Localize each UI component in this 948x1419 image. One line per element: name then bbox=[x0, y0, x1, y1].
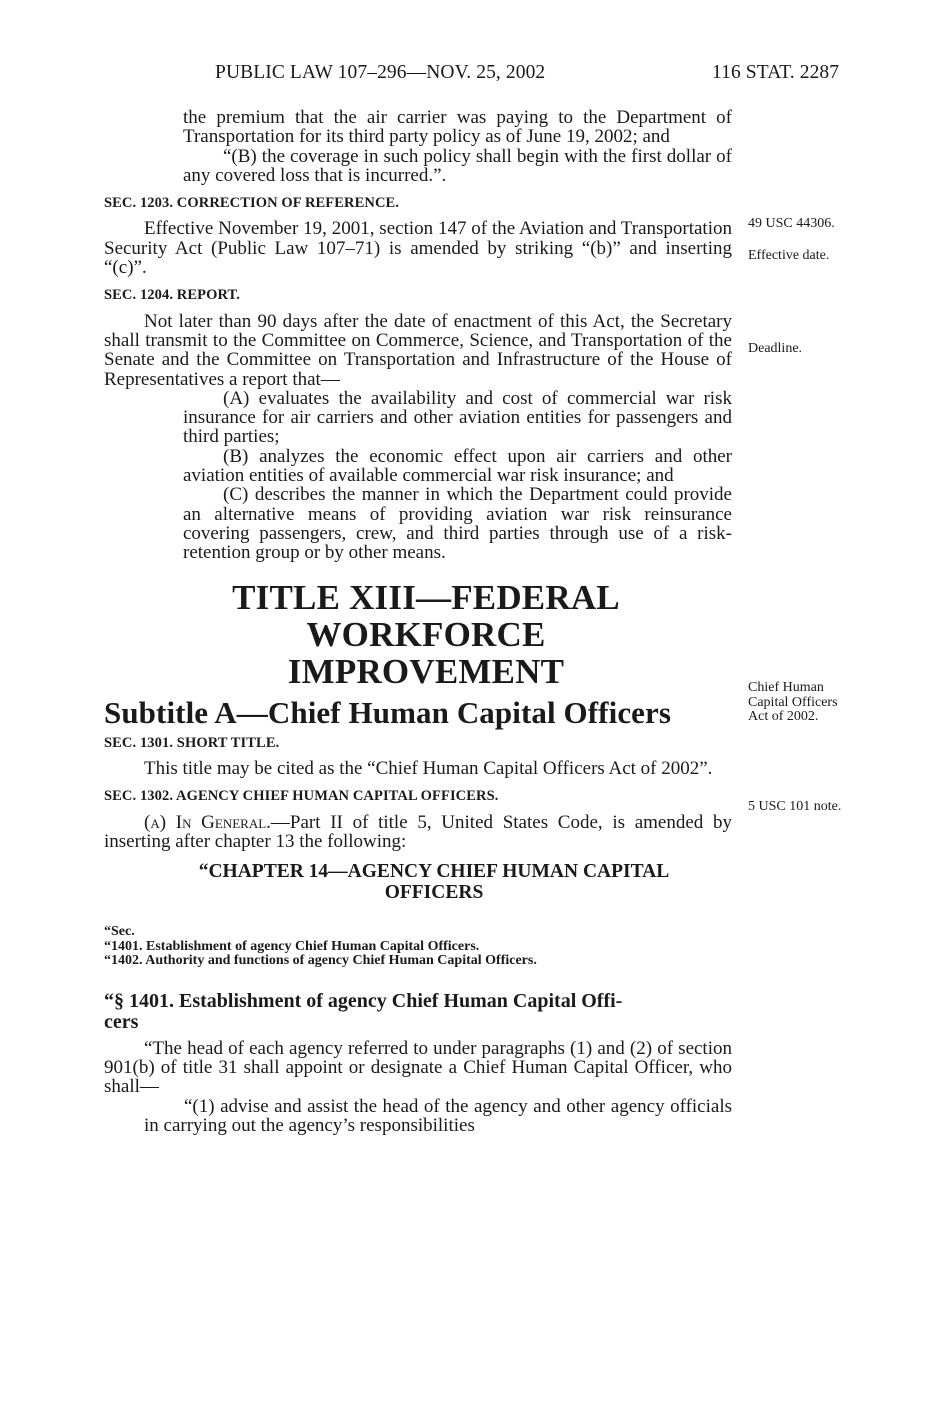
chapter-line-2: OFFICERS bbox=[384, 882, 484, 904]
margin-note-effective-date: Effective date. bbox=[748, 248, 830, 263]
section-1302-text bbox=[104, 813, 732, 852]
title-line-1: TITLE XIII—FEDERAL WORKFORCE bbox=[232, 577, 620, 654]
section-1401-heading bbox=[104, 991, 732, 1033]
title-line-2: IMPROVEMENT bbox=[287, 651, 565, 691]
section-1204-heading: SEC. 1204. REPORT. bbox=[104, 287, 240, 304]
margin-note-chco-line-1: Chief Human bbox=[748, 680, 824, 695]
section-1301-heading: SEC. 1301. SHORT TITLE. bbox=[104, 734, 280, 751]
section-1302-heading: SEC. 1302. AGENCY CHIEF HUMAN CAPITAL OFFICERS. bbox=[104, 788, 499, 805]
margin-note-chco-line-3: Act of 2002. bbox=[748, 709, 819, 724]
chapter-heading bbox=[104, 861, 732, 903]
item-c: (C) describes the manner in which the Department could provide an alternative means of providing aviation war risk reinsurance covering passengers, crew, and third parties through use of a risk-retention group or by other means. bbox=[183, 484, 732, 564]
item-b: (B) analyzes the economic effect upon air carriers and other aviation entities of available commercial war risk insurance; and bbox=[183, 445, 732, 487]
margin-note-49-usc-44306: 49 USC 44306. bbox=[748, 216, 835, 231]
margin-note-deadline: Deadline. bbox=[748, 341, 803, 356]
section-1401-text: “The head of each agency referred to under paragraphs (1) and (2) of section 901(b) of title 31 shall appoint or designate a Chief Human Capital Officer, who shall— bbox=[104, 1037, 732, 1098]
section-1203-text: Effective November 19, 2001, section 147 of the Aviation and Transportation Security Act (Public Law 107–71) is amended by striking “(b)” and inserting “(c)”. bbox=[104, 218, 732, 279]
toc-item-1402: “1402. Authority and functions of agency Chief Human Capital Officers. bbox=[104, 953, 537, 969]
running-head-left: PUBLIC LAW 107–296—NOV. 25, 2002 bbox=[215, 62, 546, 83]
margin-note-chco-act bbox=[748, 681, 868, 725]
section-1401-heading-line-1: “§ 1401. Establishment of agency Chief Human Capital Offi- bbox=[104, 989, 623, 1012]
running-head-right: 116 STAT. 2287 bbox=[712, 62, 840, 83]
section-1401-heading-line-2: cers bbox=[104, 1010, 139, 1033]
section-1204-text: Not later than 90 days after the date of enactment of this Act, the Secretary shall transmit to the Committee on Commerce, Science, and Transportation of the Senate and the Committee on Transportation and Infrastructure of the House of Representatives a report that— bbox=[104, 310, 732, 390]
in-general-text: —Part II of title 5, United States Code, is amended by inserting after chapter 13 the following: bbox=[104, 811, 733, 853]
chapter-line-1: “CHAPTER 14—AGENCY CHIEF HUMAN CAPITAL bbox=[198, 861, 670, 883]
margin-note-5-usc-101-note: 5 USC 101 note. bbox=[748, 799, 842, 814]
in-general-label: (a) In General. bbox=[144, 811, 271, 833]
margin-note-chco-line-2: Capital Officers bbox=[748, 694, 838, 710]
toc-heading: “Sec. bbox=[104, 924, 135, 940]
section-1401-item-1: “(1) advise and assist the head of the agency and other agency officials in carrying out the agency’s responsibilities bbox=[144, 1095, 732, 1136]
paragraph-coverage-b: “(B) the coverage in such policy shall begin with the first dollar of any covered loss that is incurred.”. bbox=[183, 145, 732, 186]
subtitle-heading: Subtitle A—Chief Human Capital Officers bbox=[104, 694, 672, 730]
body-text bbox=[104, 108, 732, 1135]
section-1203-heading: SEC. 1203. CORRECTION OF REFERENCE. bbox=[104, 195, 400, 212]
section-1301-text: This title may be cited as the “Chief Human Capital Officers Act of 2002”. bbox=[144, 758, 713, 780]
toc-item-1401: “1401. Establishment of agency Chief Human Capital Officers. bbox=[104, 938, 480, 954]
item-a: (A) evaluates the availability and cost of commercial war risk insurance for air carriers and other aviation entities for passengers and third parties; bbox=[183, 387, 732, 448]
title-heading bbox=[104, 579, 732, 690]
paragraph-premium: the premium that the air carrier was paying to the Department of Transportation for its third party policy as of June 19, 2002; and bbox=[183, 107, 732, 148]
